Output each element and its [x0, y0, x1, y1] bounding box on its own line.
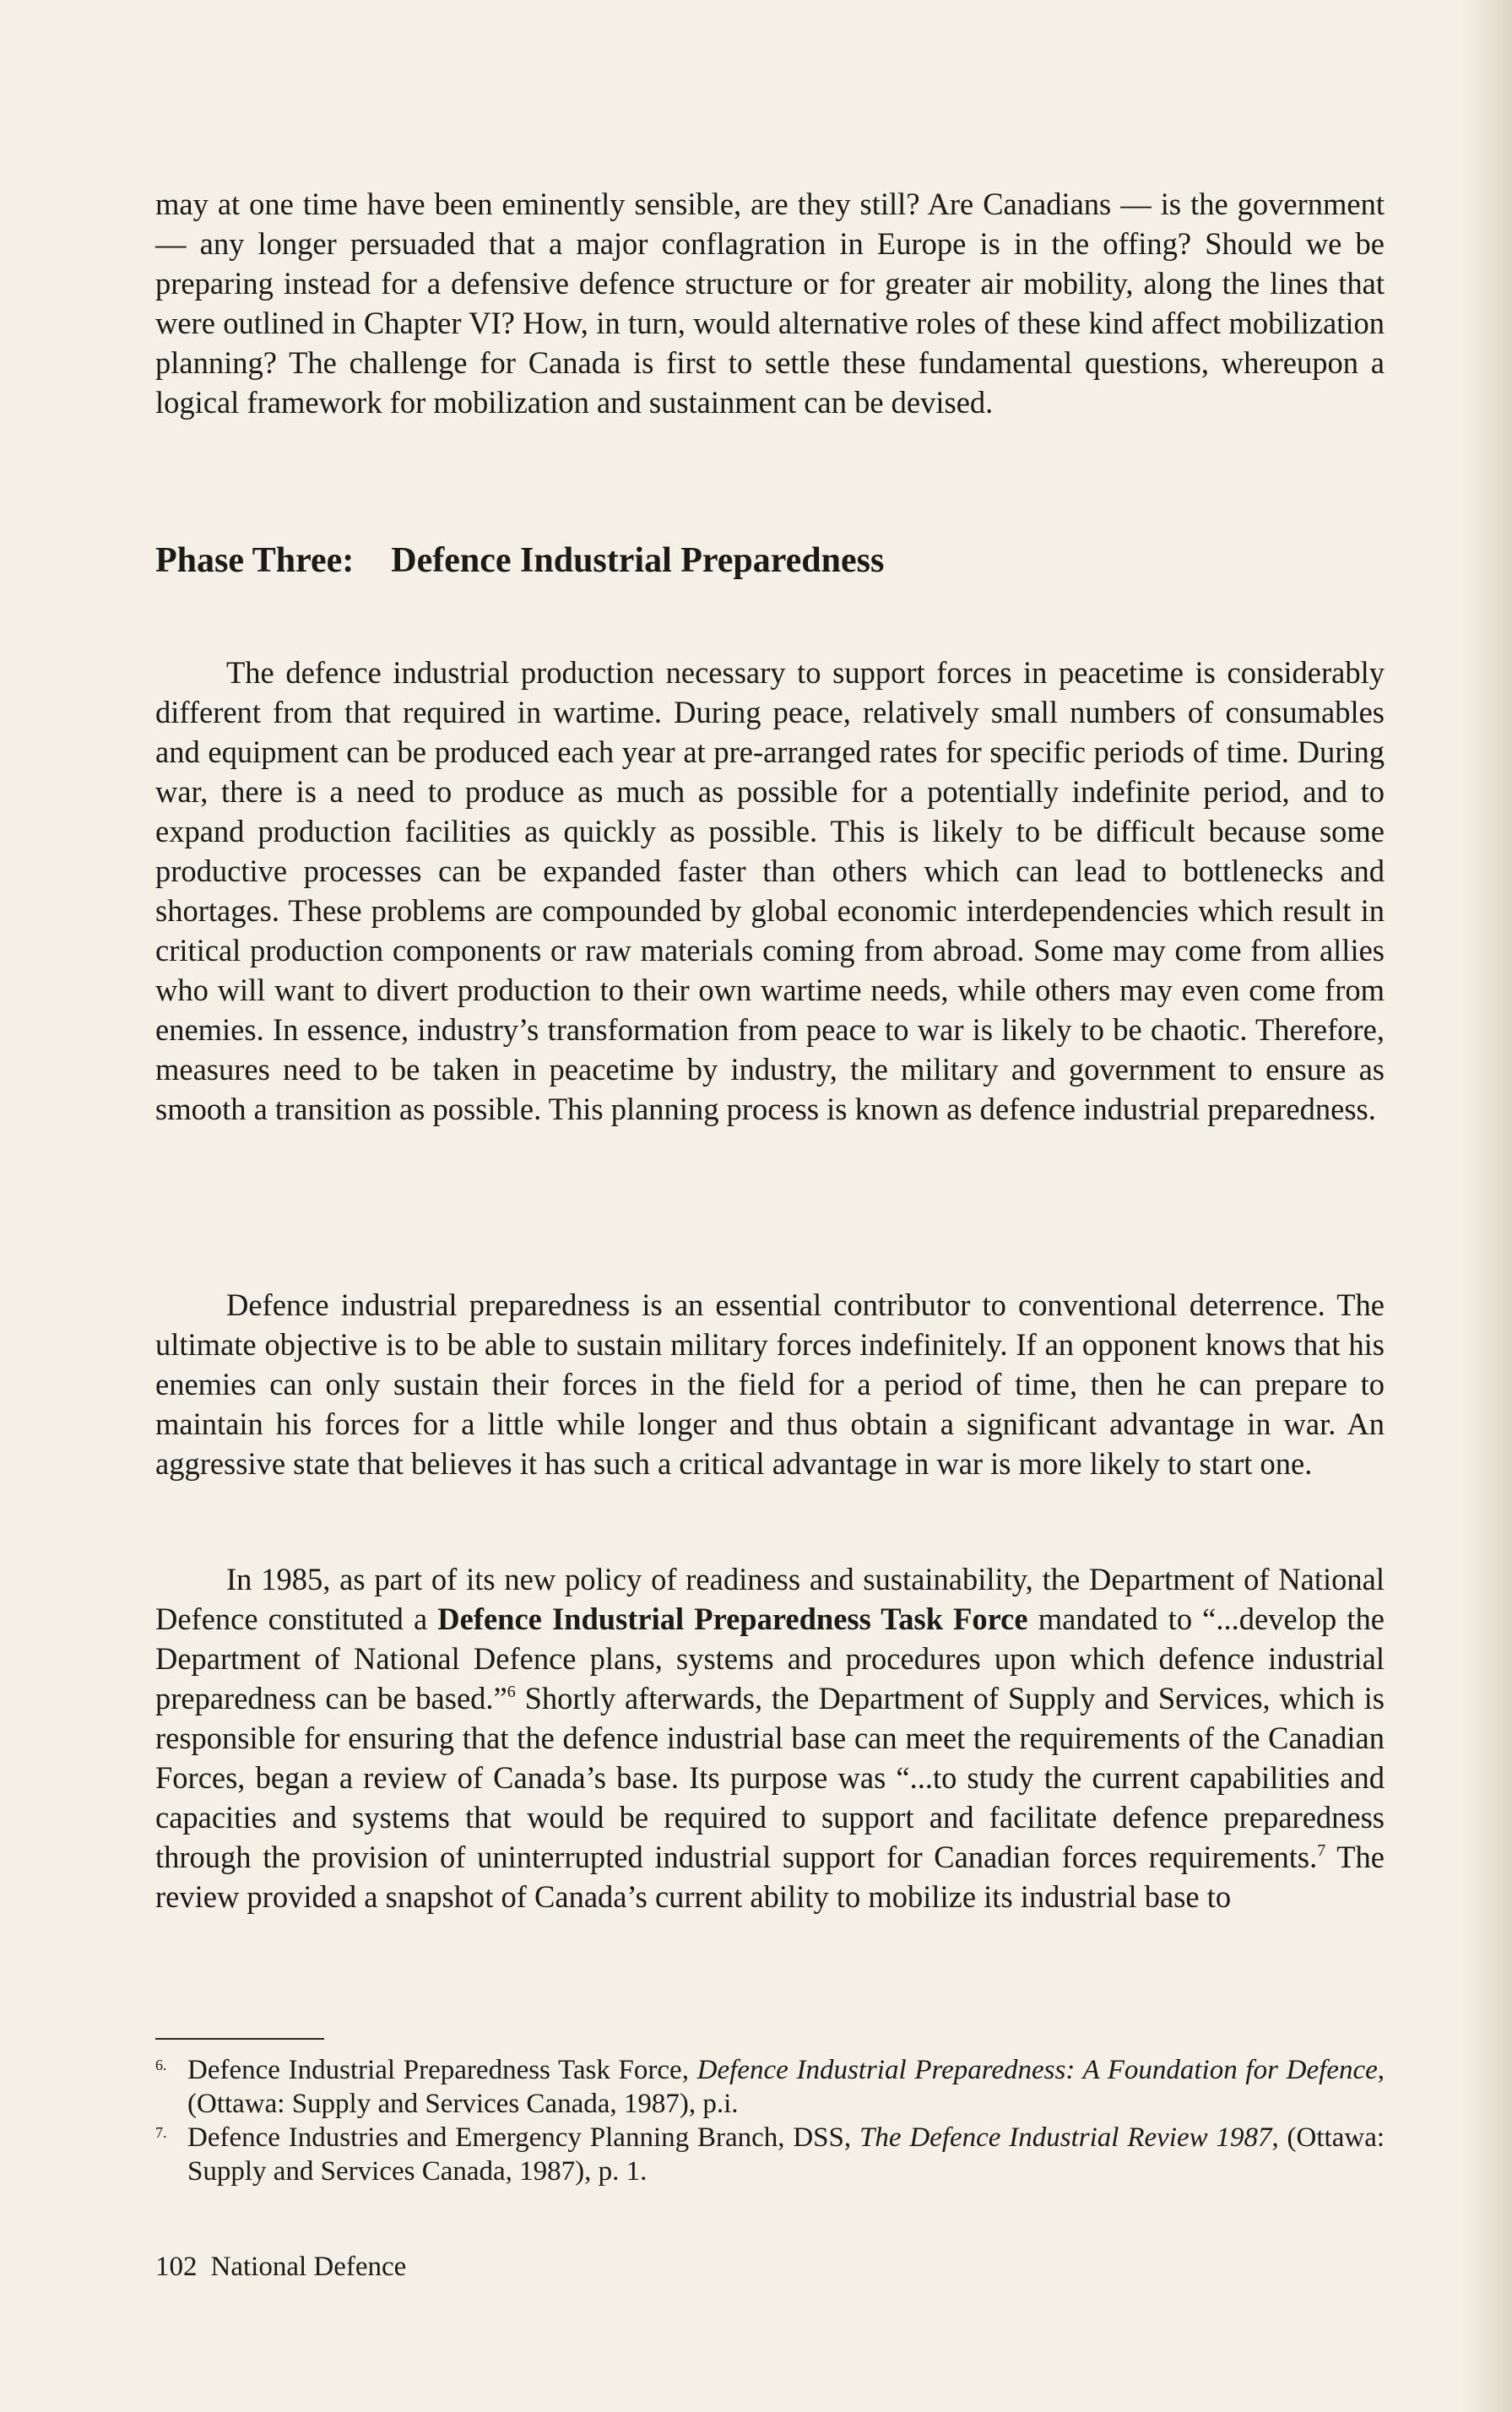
section-heading	[155, 540, 884, 581]
task-force-name: Defence Industrial Preparedness Task Force	[437, 1602, 1028, 1636]
page-number: 102	[155, 2252, 198, 2282]
footnote-number: 6.	[155, 2057, 167, 2073]
footnote-author: Defence Industries and Emergency Planning Branch, DSS,	[187, 2122, 859, 2153]
intro-paragraph: may at one time have been eminently sensible, are they still? Are Canadians — is the government — any longer persuaded that a major conflagration in Europe is in the offing? Should we be preparing instead for a defensive defence structure or for greater air mobility, along the lines that were outlined in Chapter VI? How, in turn, would alternative roles of these kind affect mobilization planning? The challenge for Canada is first to settle these fundamental questions, whereupon a logical framework for mobilization and sustainment can be devised.	[155, 187, 1385, 420]
paragraph-3-text-d: The review provided a snapshot of Canada’s current ability to mobilize its industrial base to	[155, 1840, 1385, 1914]
section-phase-label: Phase Three:	[155, 541, 355, 580]
paragraph-3-text-b: mandated to “...develop the Department of National Defence plans, systems and procedures upon which defence industrial preparedness can be based.”	[155, 1602, 1385, 1716]
footnote-title: Defence Industrial Preparedness: A Foundation for Defence	[696, 2055, 1378, 2085]
footnotes	[155, 2053, 1385, 2188]
body-paragraph-1: The defence industrial production necessary to support forces in peacetime is considerably different from that required in wartime. During peace, relatively small numbers of consumables and equipment can be produced each year at pre-arranged rates for specific periods of time. During war, there is a need to produce as much as possible for a potentially indefinite period, and to expand production facilities as quickly as possible. This is likely to be difficult because some productive processes can be expanded faster than others which can lead to bottlenecks and shortages. These problems are compounded by global economic interdependencies which result in critical production components or raw materials coming from abroad. Some may come from allies who will want to divert production to their own wartime needs, while others may even come from enemies. In essence, industry’s transformation from peace to war is likely to be chaotic. Therefore, measures need to be taken in peacetime by industry, the military and government to ensure as smooth a transition as possible. This planning process is known as defence industrial preparedness.	[155, 655, 1385, 1126]
page-footer	[155, 2252, 406, 2283]
running-title: National Defence	[210, 2252, 407, 2282]
footnote-6	[155, 2053, 1385, 2121]
footnote-number: 7.	[155, 2124, 167, 2141]
footnote-divider	[155, 2038, 324, 2040]
footnote-ref-7: 7	[1317, 1841, 1326, 1860]
footnote-author: Defence Industrial Preparedness Task Force,	[187, 2055, 697, 2085]
paragraph-3-text-a: In 1985, as part of its new policy of readiness and sustainability, the Department of National Defence constituted a	[155, 1562, 1385, 1636]
body-paragraph-3	[155, 1559, 1385, 1916]
footnote-publication: , (Ottawa: Supply and Services Canada, 1987), p. 1.	[187, 2122, 1385, 2187]
footnote-ref-6: 6	[507, 1683, 516, 1701]
footnote-publication: , (Ottawa: Supply and Services Canada, 1987), p.i.	[187, 2055, 1385, 2119]
section-title: Defence Industrial Preparedness	[391, 541, 885, 580]
page-edge-shadow	[1461, 0, 1512, 2412]
body-paragraph-2: Defence industrial preparedness is an essential contributor to conventional deterrence. The ultimate objective is to be able to sustain military forces indefinitely. If an opponent knows that his enemies can only sustain their forces in the field for a period of time, then he can prepare to maintain his forces for a little while longer and thus obtain a significant advantage in war. An aggressive state that believes it has such a critical advantage in war is more likely to start one.	[155, 1287, 1385, 1481]
footnote-title: The Defence Industrial Review 1987	[859, 2122, 1272, 2153]
footnote-7	[155, 2121, 1385, 2188]
paragraph-3-text-c: Shortly afterwards, the Department of Supply and Services, which is responsible for ensuring that the defence industrial base can meet the requirements of the Canadian Forces, began a review of Canada’s base. Its purpose was “...to study the current capabilities and capacities and systems that would be required to support and facilitate defence preparedness through the provision of uninterrupted industrial support for Canadian forces requirements.	[155, 1681, 1385, 1874]
